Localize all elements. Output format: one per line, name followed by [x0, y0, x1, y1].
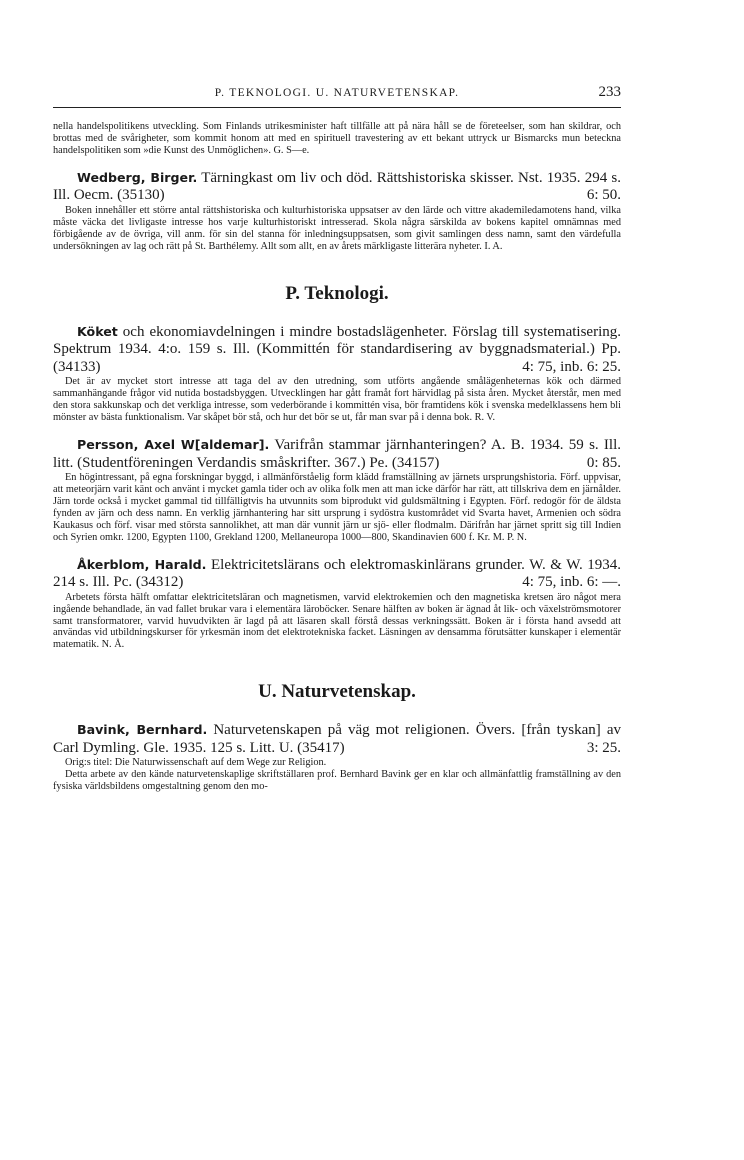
entry-price: 6: 50.	[586, 187, 621, 204]
entry-review-original-title: Orig:s titel: Die Naturwissenschaft auf dem Wege zur Religion.	[65, 757, 327, 769]
entry-price: 4: 75, inb. 6: 25.	[522, 358, 621, 375]
entry-koket	[53, 323, 621, 424]
entry-akerblom	[53, 556, 621, 652]
entry-heading	[53, 169, 621, 205]
entry-heading	[53, 436, 621, 472]
entry-title: och ekonomiavdelningen i mindre bostadslägenheter. Förslag till systematisering. Spektrum 1934. 4:o. 159 s. Ill. (Kommittén för standardisering av byggnadsmaterial.) Pp. (34133)	[53, 323, 621, 375]
entry-heading	[53, 323, 621, 377]
entry-persson	[53, 436, 621, 544]
entry-review: En högintressant, på egna forskningar byggd, i allmänförståelig form klädd framställning av järnets ursprungshistoria. Förf. uppvisar, att meteorjärn varit känt och använt i mycket gamla tider och av olika folk men att man icke därför har rätt, att tillskriva dem en järnålder. Järn torde också i mycket gammal tid tillfälligtvis ha utvunnits som biprodukt vid guldsmältning i Egypten. Förf. redogör för de äldsta fynden av järn och dess namn. En verklig järnhantering har sitt ursprung i sydöstra kustområdet vid Svarta havet, Armenien och södra Kaukasus och förf. visar med största sannolikhet, att man där vunnit järn ur sjö- eller flodmalm. Därifrån har järnet spritt sig till Indien och Syrien omkr. 1200, Egypten 1100, Grekland 1200, Mellaneuropa 1000—800, Skandinavien 600 f. Kr. M. P. N.	[53, 472, 621, 543]
entry-title: Elektricitetslärans och elektromaskinlärans grunder. W. & W. 1934. 214 s. Ill. Pc. (34312)	[53, 556, 622, 591]
entry-price: 3: 25.	[586, 739, 621, 756]
header-rule	[53, 107, 621, 108]
running-head-title: P. TEKNOLOGI. U. NATURVETENSKAP.	[214, 87, 460, 99]
section-heading-naturvetenskap: U. Naturvetenskap.	[258, 681, 416, 703]
entry-author: Persson, Axel W[aldemar].	[77, 436, 270, 452]
entry-review: Arbetets första hälft omfattar elektricitetsläran och magnetismen, varvid elektrokemien och den magnetiska kretsen äro något mera ingående behandlade, än vad fallet brukar vara i elementära läroböcker. Senare hälften av boken är ägnad åt lik- och växelströmsmotorer samt transformatorer, varvid huvudvikten är lagd på att läsaren skall förstå dessas verkningssätt. Boken är i första hand avsedd att användas vid utbildningskurser för yrkesmän inom det elektrotekniska facket. Läsningen av densamma förutsätter kunskaper i elementär matematik. N. Å.	[53, 591, 621, 651]
entry-heading	[53, 556, 621, 592]
running-head	[53, 82, 621, 108]
carryover-paragraph: nella handelspolitikens utveckling. Som Finlands utrikesminister haft tillfälle att på nära håll se de företeelser, som han skildrar, och brottas med de svårigheter, som kommit honom att med en spirituell travestering av ett bekant uttryck ur Bismarcks mun beteckna handelspolitiken som »die Kunst des Unmöglichen». G. S—e.	[53, 121, 621, 156]
entry-author: Bavink, Bernhard.	[77, 722, 208, 738]
entry-author: Köket	[77, 323, 118, 339]
entry-review: Detta arbete av den kände naturvetenskaplige skriftställaren prof. Bernhard Bavink ger en klar och allmänfattlig framställning av den fysiska världsbildens omgestaltning genom den mo-	[53, 769, 621, 793]
entry-author: Wedberg, Birger.	[77, 169, 198, 185]
entry-price: 0: 85.	[586, 454, 621, 471]
entry-price: 4: 75, inb. 6: —.	[522, 574, 621, 591]
entry-title: Tärningkast om liv och död. Rättshistoriska skisser. Nst. 1935. 294 s. Ill. Oecm. (35130)	[53, 169, 621, 204]
entry-review: Det är av mycket stort intresse att taga del av den utredning, som utförts angående smålägenheternas kök och därmed sammanhängande frågor vid nutida bostadsbyggen. Utvecklingen har gått framåt fort härvidlag på sista åren. Mycket återstår, men med den stora sakkunskap och det verkliga intresse, som vederbörande i kommittén visa, bör framtidens kök i svenska medelklassens hem bli mönster av bästa funktionalism. Var skåpet bör stå, och hur det bör se ut, får man svar på i denna bok. R. V.	[53, 376, 621, 424]
entry-author: Åkerblom, Harald.	[77, 556, 207, 572]
section-heading-teknologi: P. Teknologi.	[285, 282, 389, 304]
page	[53, 82, 621, 793]
entry-review: Boken innehåller ett större antal rättshistoriska och kulturhistoriska uppsatser av den lärde och vittre akademiledamotens hand, vilka måste väcka det livligaste intresse hos varje kulturhistoriskt intresserad. Skola några särskilda av bokens kapitel omnämnas med förbigående av de övriga, vill anm. för sin del stanna för inledningsuppsatsen, som givit samlingen dess namn, samt den värdefulla undersökningen av lag och rätt på St. Barthélemy. Allt som allt, en av årets märkligaste litterära nyheter. I. A.	[53, 204, 621, 252]
entry-heading	[53, 721, 621, 757]
entry-title: Naturvetenskapen på väg mot religionen. Övers. [från tyskan] av Carl Dymling. Gle. 1935. 125 s. Litt. U. (35417)	[53, 722, 621, 756]
entry-wedberg	[53, 169, 621, 253]
page-number: 233	[598, 84, 621, 100]
entry-bavink	[53, 721, 621, 793]
entry-title: Varifrån stammar järnhanteringen? A. B. 1934. 59 s. Ill. litt. (Studentföreningen Verdandis småskrifter. 367.) Pe. (34157)	[53, 436, 622, 471]
